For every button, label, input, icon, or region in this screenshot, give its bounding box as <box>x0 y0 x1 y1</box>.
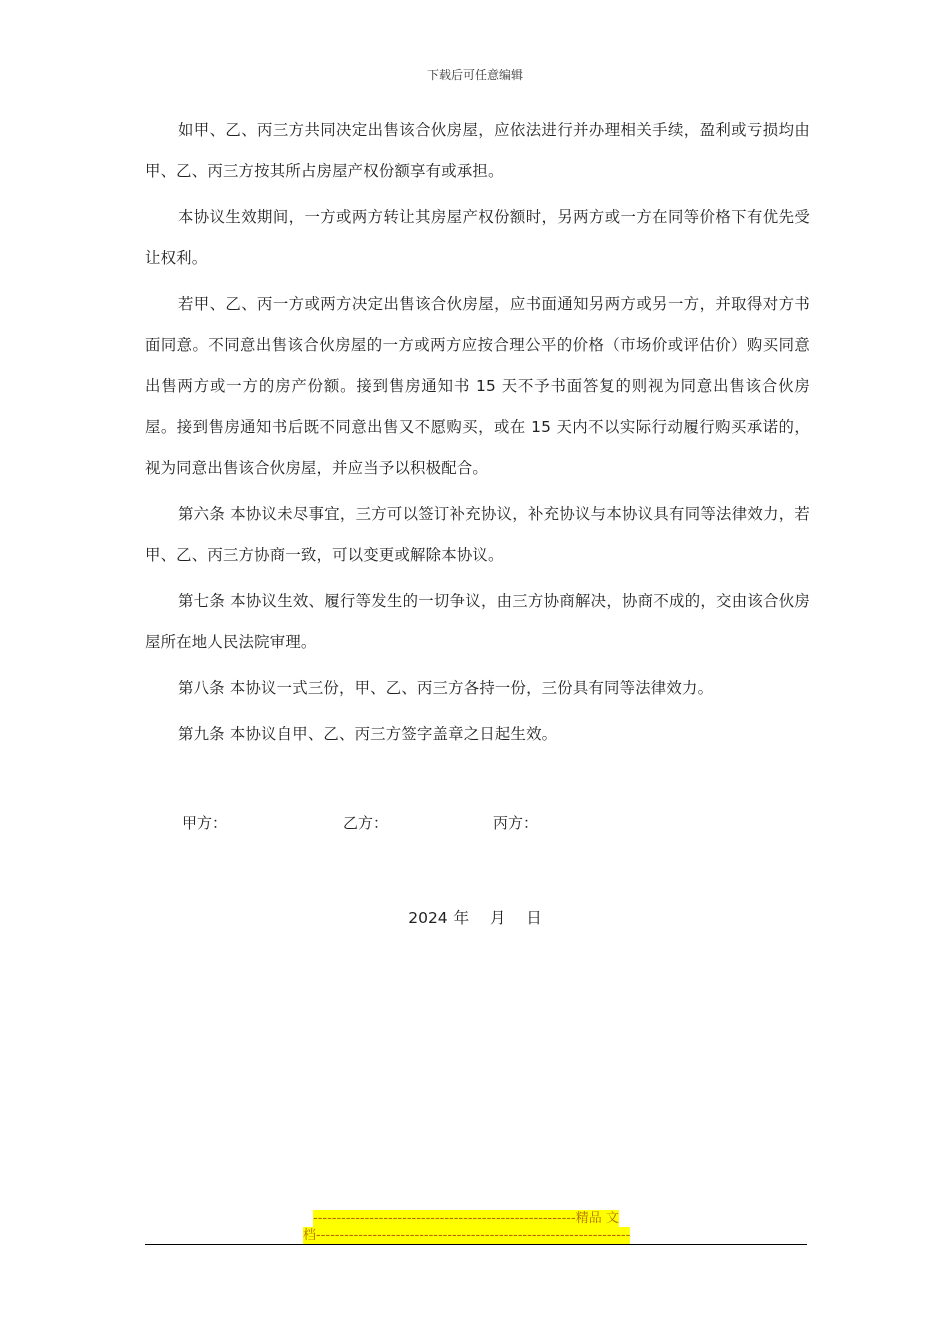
signing-date <box>0 906 950 928</box>
paragraph-sale-notice: 若甲、乙、丙一方或两方决定出售该合伙房屋，应书面通知另两方或另一方，并取得对方书面同意。不同意出售该合伙房屋的一方或两方应按合理公平的价格（市场价或评估价）购买同意出售两方或一方的房产份额。接到售房通知书 15 天不予书面答复的则视为同意出售该合伙房屋。接到售房通知书后既不同意出售又不愿购买，或在 15 天内不以实际行动履行购买承诺的，视为同意出售该合伙房屋，并应当予以积极配合。 <box>145 295 810 477</box>
paragraph-transfer-priority: 本协议生效期间，一方或两方转让其房屋产权份额时，另两方或一方在同等价格下有优先受让权利。 <box>145 208 810 267</box>
signature-party-c: 丙方： <box>493 814 539 832</box>
page-header: 下载后可任意编辑 <box>426 68 523 82</box>
footer-watermark <box>303 1210 651 1244</box>
footer-watermark-line2: 档------------------------------------------------------------------- <box>303 1228 631 1243</box>
signature-party-b: 乙方： <box>343 814 389 832</box>
signature-block <box>0 812 950 842</box>
date-day-unit: 日 <box>526 909 542 927</box>
paragraph-joint-sale: 如甲、乙、丙三方共同决定出售该合伙房屋，应依法进行并办理相关手续，盈利或亏损均由甲、乙、丙三方按其所占房屋产权份额享有或承担。 <box>145 121 810 180</box>
article-eight: 第八条 本协议一式三份，甲、乙、丙三方各持一份，三份具有同等法律效力。 <box>178 679 714 697</box>
article-seven: 第七条 本协议生效、履行等发生的一切争议，由三方协商解决，协商不成的，交由该合伙房屋所在地人民法院审理。 <box>145 592 810 651</box>
date-year: 2024 <box>408 909 448 927</box>
article-nine: 第九条 本协议自甲、乙、丙三方签字盖章之日起生效。 <box>178 725 558 743</box>
date-year-unit: 年 <box>453 909 470 927</box>
agreement-body <box>145 110 810 760</box>
date-month-unit: 月 <box>489 909 506 927</box>
footer-watermark-line1: --------------------------------------------------------精品 文 <box>313 1211 619 1226</box>
footer-divider <box>145 1244 807 1245</box>
article-six: 第六条 本协议未尽事宜，三方可以签订补充协议，补充协议与本协议具有同等法律效力，若甲、乙、丙三方协商一致，可以变更或解除本协议。 <box>145 505 810 564</box>
signature-party-a: 甲方： <box>182 814 228 832</box>
